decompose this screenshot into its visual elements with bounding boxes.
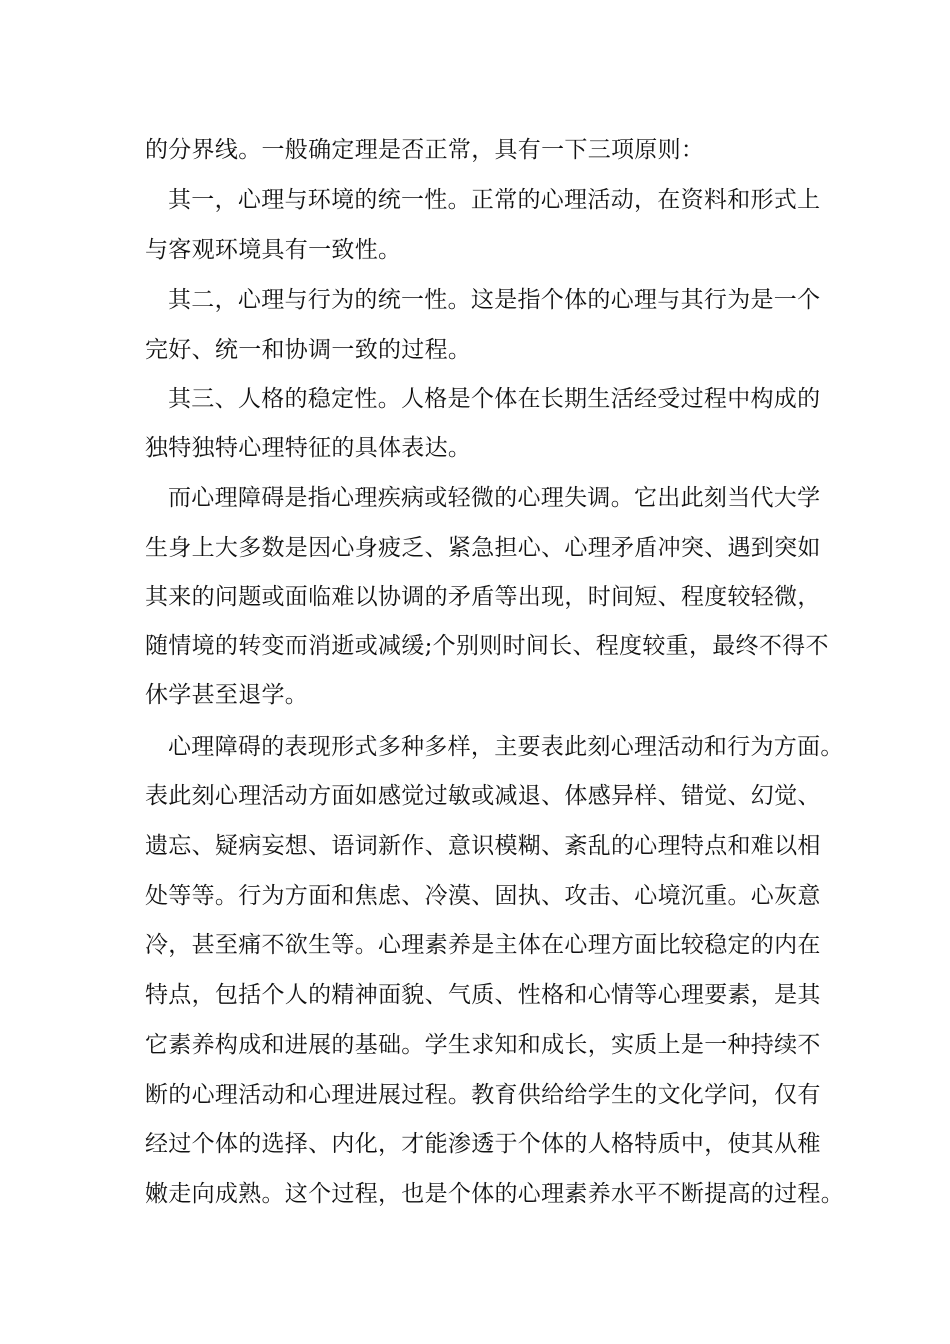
- text-line: 完好、统一和协调一致的过程。: [145, 337, 472, 363]
- paragraph-start-line: 心理障碍的表现形式多种多样，主要表此刻心理活动和行为方面。: [168, 734, 844, 760]
- text-line: 与客观环境具有一致性。: [145, 237, 402, 263]
- paragraph-start-line: 其一，心理与环境的统一性。正常的心理活动，在资料和形式上: [168, 187, 821, 213]
- text-line: 特点，包括个人的精神面貌、气质、性格和心情等心理要素，是其: [145, 982, 821, 1008]
- text-line: 嫩走向成熟。这个过程，也是个体的心理素养水平不断提高的过程。: [145, 1181, 844, 1207]
- text-line: 冷，甚至痛不欲生等。心理素养是主体在心理方面比较稳定的内在: [145, 932, 821, 958]
- text-line: 遗忘、疑病妄想、语词新作、意识模糊、紊乱的心理特点和难以相: [145, 833, 821, 859]
- text-line: 断的心理活动和心理进展过程。教育供给给学生的文化学问，仅有: [145, 1082, 821, 1108]
- paragraph-start-line: 而心理障碍是指心理疾病或轻微的心理失调。它出此刻当代大学: [168, 485, 821, 511]
- text-line: 独特独特心理特征的具体表达。: [145, 435, 472, 461]
- text-line: 休学甚至退学。: [145, 682, 309, 708]
- text-line: 随情境的转变而消逝或减缓;个别则时间长、程度较重，最终不得不: [145, 633, 829, 659]
- text-line: 处等等。行为方面和焦虑、冷漠、固执、攻击、心境沉重。心灰意: [145, 883, 821, 909]
- text-line: 经过个体的选择、内化，才能渗透于个体的人格特质中，使其从稚: [145, 1131, 821, 1157]
- text-line: 它素养构成和进展的基础。学生求知和成长，实质上是一种持续不: [145, 1032, 821, 1058]
- paragraph-start-line: 其三、人格的稳定性。人格是个体在长期生活经受过程中构成的: [168, 386, 821, 412]
- text-line: 的分界线。一般确定理是否正常，具有一下三项原则：: [145, 137, 705, 163]
- text-line: 其来的问题或面临难以协调的矛盾等出现，时间短、程度较轻微，: [145, 584, 821, 610]
- paragraph-start-line: 其二，心理与行为的统一性。这是指个体的心理与其行为是一个: [168, 287, 821, 313]
- text-line: 生身上大多数是因心身疲乏、紧急担心、心理矛盾冲突、遇到突如: [145, 535, 821, 561]
- text-line: 表此刻心理活动方面如感觉过敏或减退、体感异样、错觉、幻觉、: [145, 783, 821, 809]
